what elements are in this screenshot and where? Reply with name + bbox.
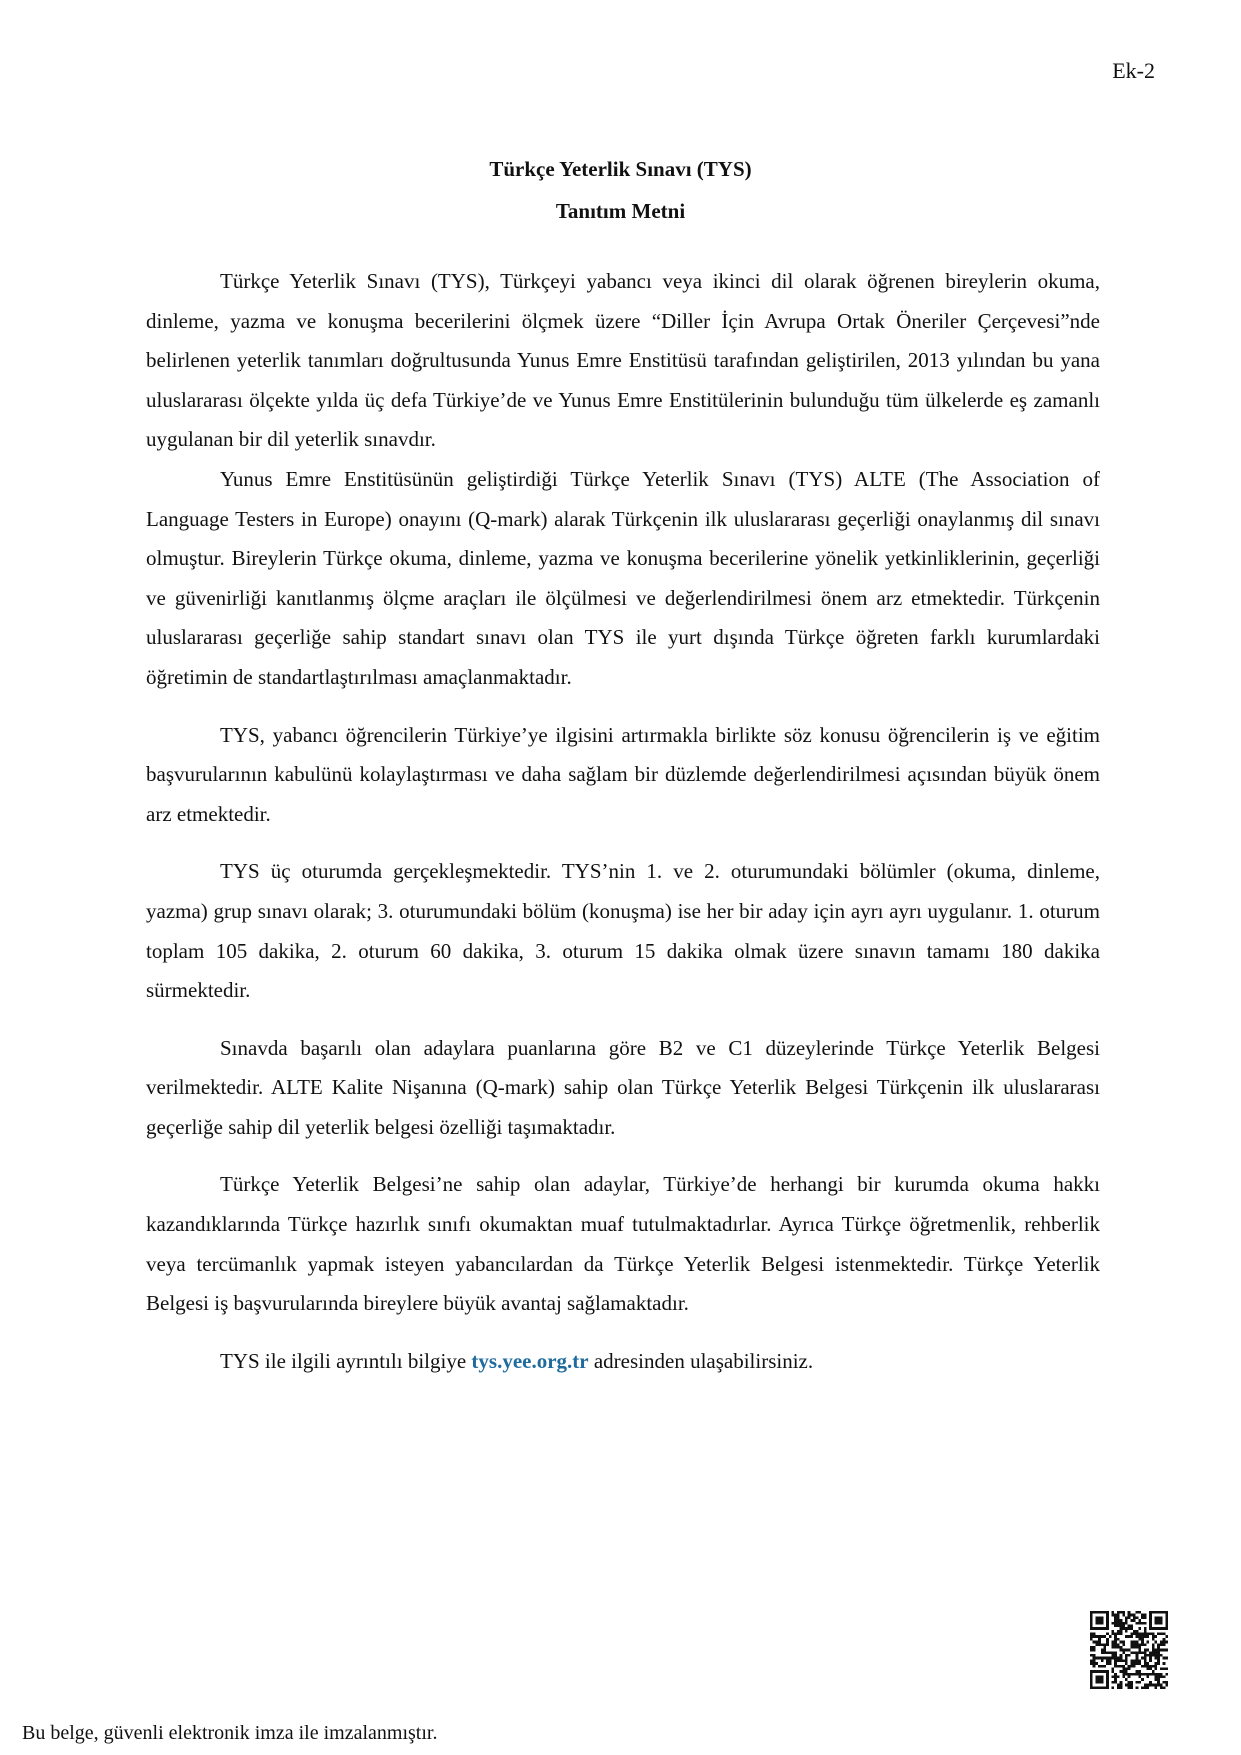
title-line-1: Türkçe Yeterlik Sınavı (TYS) (489, 157, 752, 181)
paragraph-certificate: Sınavda başarılı olan adaylara puanlarına göre B2 ve C1 düzeylerinde Türkçe Yeterlik Belgesi verilmektedir. ALTE Kalite Nişanına (Q-mark) sahip olan Türkçe Yeterlik Belgesi Türkçenin ilk uluslararası geçerliğe sahip dil yeterlik belgesi özelliği taşımaktadır. (146, 1035, 1100, 1139)
paragraph-importance: TYS, yabancı öğrencilerin Türkiye’ye ilgisini artırmakla birlikte söz konusu öğrencilerin iş ve eğitim başvurularının kabulünü kolaylaştırması ve daha sağlam bir düzlemde değerlendirilmesi açısından büyük önem arz etmektedir. (146, 722, 1100, 826)
paragraph-alte: Yunus Emre Enstitüsünün geliştirdiği Türkçe Yeterlik Sınavı (TYS) ALTE (The Association of Language Testers in Europe) onayını (Q-mark) alarak Türkçenin ilk uluslararası geçerliği onaylanmış dil sınavı olmuştur. Bireylerin Türkçe okuma, dinleme, yazma ve konuşma becerilerine yönelik yetkinliklerinin, geçerliği ve güvenirliği kanıtlanmış ölçme araçları ile ölçülmesi ve değerlendirilmesi önem arz etmektedir. Türkçenin uluslararası geçerliğe sahip standart sınavı olan TYS ile yurt dışında Türkçe öğreten farklı kurumlardaki öğretimin de standartlaştırılması amaçlanmaktadır. (146, 466, 1100, 689)
qr-code-icon (1090, 1611, 1168, 1689)
paragraph-sessions: TYS üç oturumda gerçekleşmektedir. TYS’nin 1. ve 2. oturumundaki bölümler (okuma, dinleme, yazma) grup sınavı olarak; 3. oturumundaki bölüm (konuşma) ise her bir aday için ayrı ayrı uygulanır. 1. oturum toplam 105 dakika, 2. oturum 60 dakika, 3. oturum 15 dakika olmak üzere sınavın tamamı 180 dakika sürmektedir. (146, 859, 1100, 1003)
more-info-suffix: adresinden ulaşabilirsiniz. (588, 1348, 814, 1373)
document-body (146, 262, 1100, 1381)
e-signature-note: Bu belge, güvenli elektronik imza ile imzalanmıştır. (22, 1722, 438, 1744)
annex-label: Ek-2 (1112, 58, 1155, 83)
title-line-2: Tanıtım Metni (555, 199, 686, 223)
website-link[interactable]: tys.yee.org.tr (471, 1348, 589, 1373)
paragraph-intro: Türkçe Yeterlik Sınavı (TYS), Türkçeyi yabancı veya ikinci dil olarak öğrenen bireylerin okuma, dinleme, yazma ve konuşma becerilerini ölçmek üzere “Diller İçin Avrupa Ortak Öneriler Çerçevesi”nde belirlenen yeterlik tanımları doğrultusunda Yunus Emre Enstitüsü tarafından geliştirilen, 2013 yılından bu yana uluslararası ölçekte yılda üç defa Türkiye’de ve Yunus Emre Enstitülerinin bulunduğu tüm ülkelerde eş zamanlı uygulanan bir dil yeterlik sınavdır. (146, 269, 1100, 452)
paragraph-more-info (146, 1342, 1100, 1382)
more-info-prefix: TYS ile ilgili ayrıntılı bilgiye (220, 1348, 472, 1373)
paragraph-advantages: Türkçe Yeterlik Belgesi’ne sahip olan adaylar, Türkiye’de herhangi bir kurumda okuma hakkı kazandıklarında Türkçe hazırlık sınıfı okumaktan muaf tutulmaktadırlar. Ayrıca Türkçe öğretmenlik, rehberlik veya tercümanlık yapmak isteyen yabancılardan da Türkçe Yeterlik Belgesi istenmektedir. Türkçe Yeterlik Belgesi iş başvurularında bireylere büyük avantaj sağlamaktadır. (146, 1172, 1100, 1316)
document-title (0, 148, 1241, 232)
